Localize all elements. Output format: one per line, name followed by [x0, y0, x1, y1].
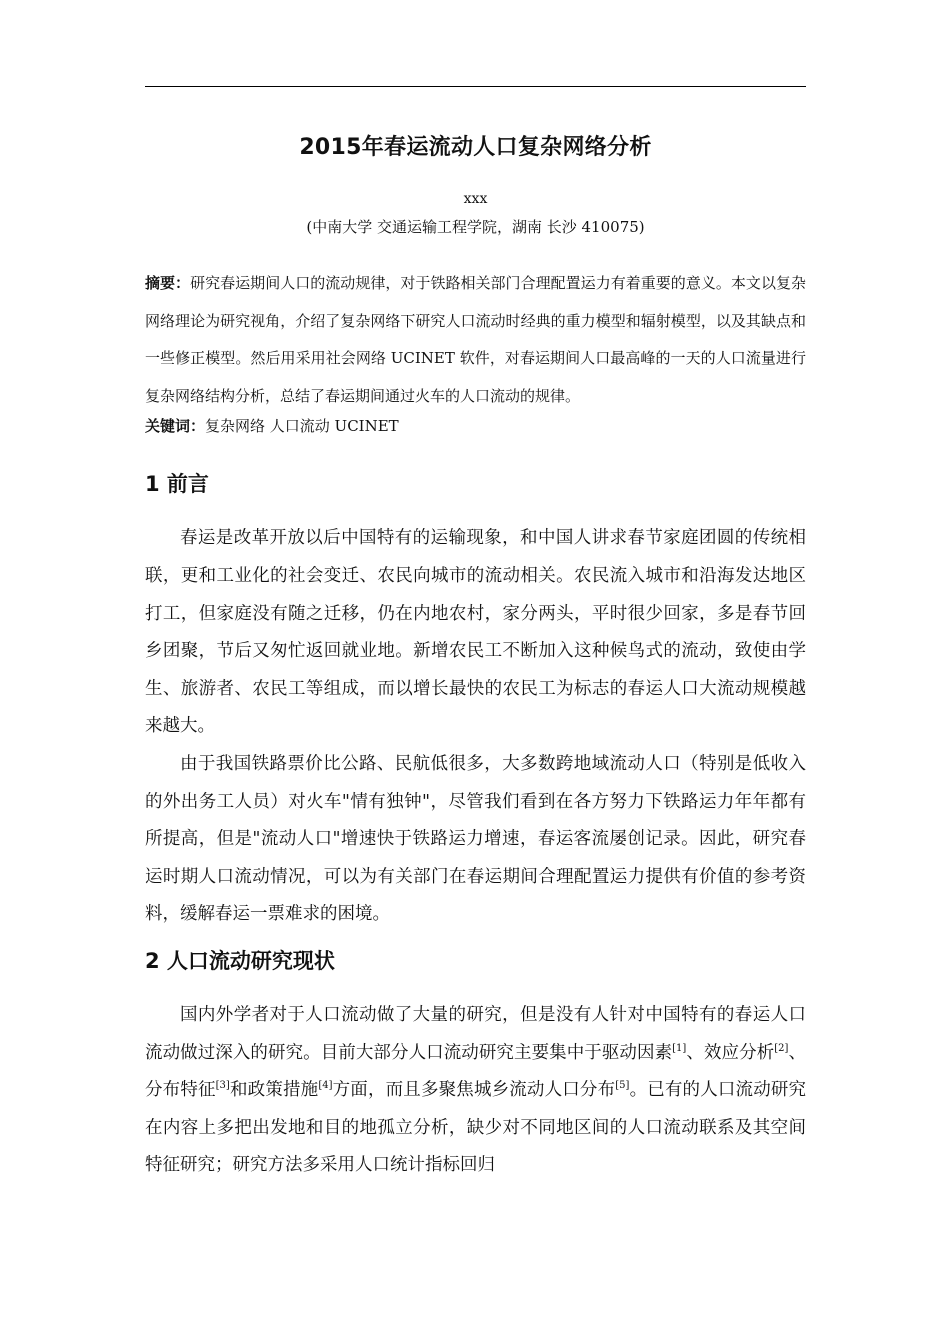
citation-2[interactable]: [2]: [774, 1042, 789, 1054]
abstract-text: 研究春运期间人口的流动规律，对于铁路相关部门合理配置运力有着重要的意义。本文以复杂网络理论为研究视角，介绍了复杂网络下研究人口流动时经典的重力模型和辐射模型，以及其缺点和一些修正模型。然后用采用社会网络 UCINET 软件，对春运期间人口最高峰的一天的人口流量进行复杂网络结构分析，总结了春运期间通过火车的人口流动的规律。: [145, 274, 806, 405]
keywords: [145, 415, 806, 437]
citation-4[interactable]: [4]: [318, 1080, 333, 1092]
section-2-paragraph-1: [145, 997, 806, 1185]
paragraph-text: 、分布特征: [145, 1042, 807, 1101]
paragraph-text: 方面，而且多聚焦城乡流动人口分布: [332, 1080, 616, 1101]
paper-title: 2015年春运流动人口复杂网络分析: [299, 135, 652, 160]
section-heading-1: 1 前言: [145, 472, 209, 497]
author-name: xxx: [463, 191, 488, 207]
keywords-text: 复杂网络 人口流动 UCINET: [205, 417, 399, 436]
section-2-body: [145, 997, 806, 1185]
abstract-label: 摘要：: [145, 274, 191, 292]
paragraph-text: 和政策措施: [229, 1080, 319, 1101]
section-heading-2: 2 人口流动研究现状: [145, 948, 335, 973]
citation-1[interactable]: [1]: [672, 1042, 687, 1054]
citation-3[interactable]: [3]: [215, 1080, 230, 1092]
paragraph-text: 。已有的人口流动研究在内容上多把出发地和目的地孤立分析，缺少对不同地区间的人口流动联系及其空间特征研究；研究方法多采用人口统计指标回归: [145, 1080, 807, 1176]
keywords-label: 关键词：: [145, 417, 206, 436]
paper-page: [145, 128, 806, 1185]
section-1-paragraph-2: 由于我国铁路票价比公路、民航低很多，大多数跨地域流动人口（特别是低收入的外出务工人员）对火车"情有独钟"，尽管我们看到在各方努力下铁路运力年年都有所提高，但是"流动人口"增速快于铁路运力增速，春运客流屡创记录。因此，研究春运时期人口流动情况，可以为有关部门在春运期间合理配置运力提供有价值的参考资料，缓解春运一票难求的困境。: [145, 753, 806, 925]
section-1-body: [145, 520, 806, 934]
abstract: [145, 265, 806, 415]
author-affiliation: (中南大学 交通运输工程学院，湖南 长沙 410075): [306, 218, 645, 236]
section-1-paragraph-1: 春运是改革开放以后中国特有的运输现象，和中国人讲求春节家庭团圆的传统相联，更和工业化的社会变迁、农民向城市的流动相关。农民流入城市和沿海发达地区打工，但家庭没有随之迁移，仍在内地农村，家分两头，平时很少回家，多是春节回乡团聚，节后又匆忙返回就业地。新增农民工不断加入这种候鸟式的流动，致使由学生、旅游者、农民工等组成，而以增长最快的农民工为标志的春运人口大流动规模越来越大。: [145, 528, 806, 737]
citation-5[interactable]: [5]: [615, 1080, 630, 1092]
paragraph-text: 国内外学者对于人口流动做了大量的研究，但是没有人针对中国特有的春运人口流动做过深入的研究。目前大部分人口流动研究主要集中于驱动因素: [145, 1004, 806, 1063]
paragraph-text: 、效应分析: [686, 1042, 775, 1063]
header-rule: [145, 86, 806, 87]
